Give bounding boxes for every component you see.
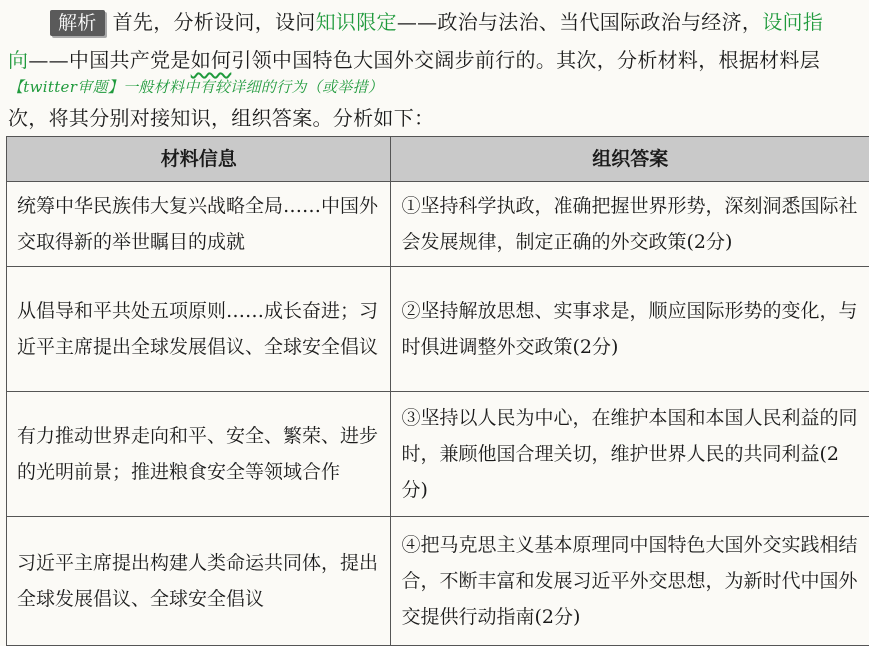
material-cell: 习近平主席提出构建人类命运共同体，提出全球发展倡议、全球安全倡议 bbox=[7, 517, 391, 646]
table-row bbox=[7, 267, 869, 392]
material-cell: 统筹中华民族伟大复兴战略全局……中国外交取得新的举世瞩目的成就 bbox=[7, 182, 391, 267]
answer-cell: ②坚持解放思想、实事求是，顺应国际形势的变化，与时俱进调整外交政策(2分) bbox=[391, 267, 869, 392]
analysis-table bbox=[6, 136, 869, 646]
emphasis-how: 如何 bbox=[191, 48, 232, 72]
intro-line-4: 次，将其分别对接知识，组织答案。分析如下： bbox=[8, 102, 434, 131]
intro-line-1 bbox=[50, 6, 823, 36]
table-row bbox=[7, 182, 869, 267]
answer-cell: ④把马克思主义基本原理同中国特色大国外交实践相结合，不断丰富和发展习近平外交思想，为新时代中国外交提供行动指南(2分) bbox=[391, 517, 869, 646]
keyword-knowledge-limit: 知识限定 bbox=[316, 10, 397, 34]
intro-line-2 bbox=[8, 44, 820, 73]
keyword-question-direction: 设问指 bbox=[762, 10, 823, 34]
intro-text: 引领中国特色大国外交阔步前行的。其次，分析材料，根据材料层 bbox=[231, 48, 820, 72]
table-row bbox=[7, 517, 869, 646]
table-header-row bbox=[7, 137, 869, 182]
analysis-tag: 解析 bbox=[50, 10, 105, 36]
answer-cell: ③坚持以人民为中心，在维护本国和本国人民利益的同时，兼顾他国合理关切，维护世界人民的共同利益(2分) bbox=[391, 392, 869, 517]
keyword-question-direction-end: 向 bbox=[8, 48, 28, 72]
answer-cell: ①坚持科学执政，准确把握世界形势，深刻洞悉国际社会发展规律，制定正确的外交政策(2分) bbox=[391, 182, 869, 267]
header-material: 材料信息 bbox=[7, 137, 391, 182]
intro-text: ——政治与法治、当代国际政治与经济， bbox=[397, 10, 762, 34]
material-cell: 有力推动世界走向和平、安全、繁荣、进步的光明前景；推进粮食安全等领域合作 bbox=[7, 392, 391, 517]
header-answer: 组织答案 bbox=[391, 137, 869, 182]
table-row bbox=[7, 392, 869, 517]
intro-text: ——中国共产党是 bbox=[28, 48, 190, 72]
intro-text: 首先，分析设问，设问 bbox=[113, 10, 316, 34]
material-cell: 从倡导和平共处五项原则……成长奋进；习近平主席提出全球发展倡议、全球安全倡议 bbox=[7, 267, 391, 392]
tip-note: 【twitter审题】一般材料中有较详细的行为（或举措） bbox=[8, 76, 383, 97]
